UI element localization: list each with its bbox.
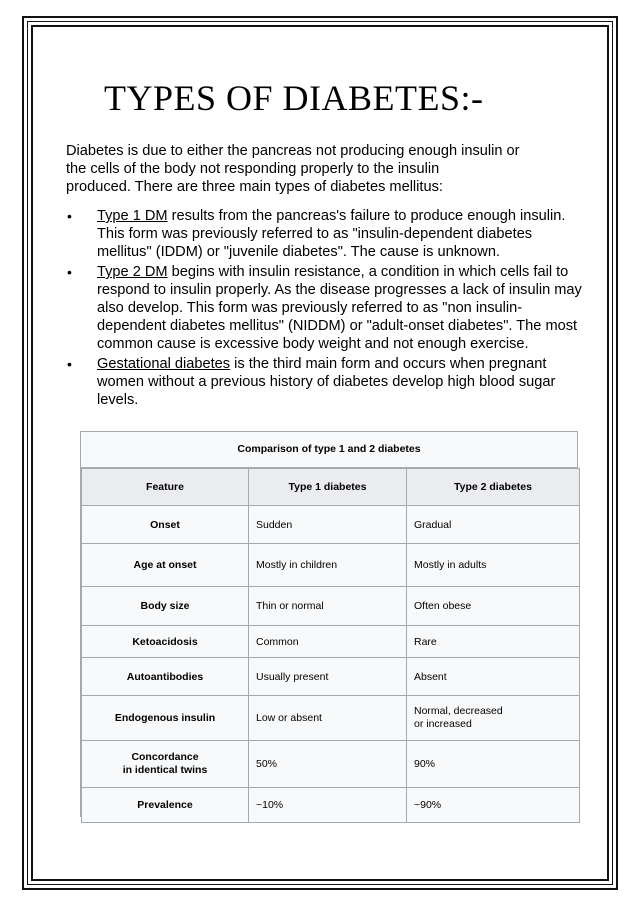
- table-row: [82, 544, 580, 587]
- comparison-table: [80, 431, 578, 817]
- feature-cell: Endogenous insulin: [82, 696, 249, 741]
- type2-cell: Often obese: [407, 587, 580, 626]
- list-item-gestational: [66, 355, 586, 409]
- table-row: [82, 788, 580, 823]
- type1-cell: Mostly in children: [249, 544, 407, 587]
- list-item-type2: [66, 263, 586, 353]
- feature-cell: Age at onset: [82, 544, 249, 587]
- feature-cell: Autoantibodies: [82, 658, 249, 696]
- feature-cell: [82, 741, 249, 788]
- cell-line: Normal, decreased: [414, 705, 503, 717]
- table-row: [82, 587, 580, 626]
- list-item-type1: [66, 207, 586, 261]
- feature-cell: Body size: [82, 587, 249, 626]
- type2-cell: Absent: [407, 658, 580, 696]
- intro-line: the cells of the body not responding properly to the insulin: [66, 161, 440, 177]
- table-caption: Comparison of type 1 and 2 diabetes: [81, 432, 577, 468]
- type1-cell: Usually present: [249, 658, 407, 696]
- type2-cell: Gradual: [407, 506, 580, 544]
- diabetes-types-list: [66, 207, 586, 411]
- intro-line: produced. There are three main types of diabetes mellitus:: [66, 179, 443, 195]
- type2-cell: Rare: [407, 626, 580, 658]
- list-item-text: begins with insulin resistance, a condition in which cells fail to respond to insulin properly. As the disease progresses a lack of insulin may also develop. This form was previously referred to as "non insulin-dependent diabetes mellitus" (NIDDM) or "adult-onset diabetes". The most common cause is excessive body weight and not enough exercise.: [97, 264, 582, 352]
- table-row: [82, 658, 580, 696]
- table-header-row: [82, 469, 580, 506]
- type1-cell: Sudden: [249, 506, 407, 544]
- table-row: [82, 506, 580, 544]
- cell-line: or increased: [414, 718, 472, 730]
- cell-line: in identical twins: [122, 764, 208, 776]
- page-title: TYPES OF DIABETES:-: [104, 78, 484, 118]
- type1-cell: Low or absent: [249, 696, 407, 741]
- type1-cell: Common: [249, 626, 407, 658]
- type2-cell: Mostly in adults: [407, 544, 580, 587]
- column-header-feature: Feature: [82, 469, 249, 506]
- bullet-icon: •: [67, 208, 72, 224]
- type1-cell: ~10%: [249, 788, 407, 823]
- column-header-type2: Type 2 diabetes: [407, 469, 580, 506]
- table-row: [82, 696, 580, 741]
- bullet-icon: •: [67, 264, 72, 280]
- type2-dm-link[interactable]: Type 2 DM: [97, 264, 168, 280]
- comparison-grid: [81, 468, 580, 823]
- type1-cell: 50%: [249, 741, 407, 788]
- type1-cell: Thin or normal: [249, 587, 407, 626]
- intro-line: Diabetes is due to either the pancreas not producing enough insulin or: [66, 143, 520, 159]
- feature-cell: Ketoacidosis: [82, 626, 249, 658]
- column-header-type1: Type 1 diabetes: [249, 469, 407, 506]
- gestational-diabetes-link[interactable]: Gestational diabetes: [97, 356, 231, 372]
- cell-line: Concordance: [131, 751, 199, 763]
- list-item-text: results from the pancreas's failure to produce enough insulin. This form was previously referred to as "insulin-dependent diabetes mellitus" (IDDM) or "juvenile diabetes". The cause is unknown.: [97, 208, 566, 260]
- bullet-icon: •: [67, 356, 72, 372]
- feature-cell: Onset: [82, 506, 249, 544]
- type2-cell: [407, 696, 580, 741]
- list-item-text: is the third main form and occurs when pregnant women without a previous history of diabetes develop high blood sugar levels.: [97, 356, 556, 408]
- type2-cell: 90%: [407, 741, 580, 788]
- type1-dm-link[interactable]: Type 1 DM: [97, 208, 168, 224]
- type2-cell: ~90%: [407, 788, 580, 823]
- feature-cell: Prevalence: [82, 788, 249, 823]
- table-row: [82, 626, 580, 658]
- intro-paragraph: [66, 142, 586, 196]
- table-row: [82, 741, 580, 788]
